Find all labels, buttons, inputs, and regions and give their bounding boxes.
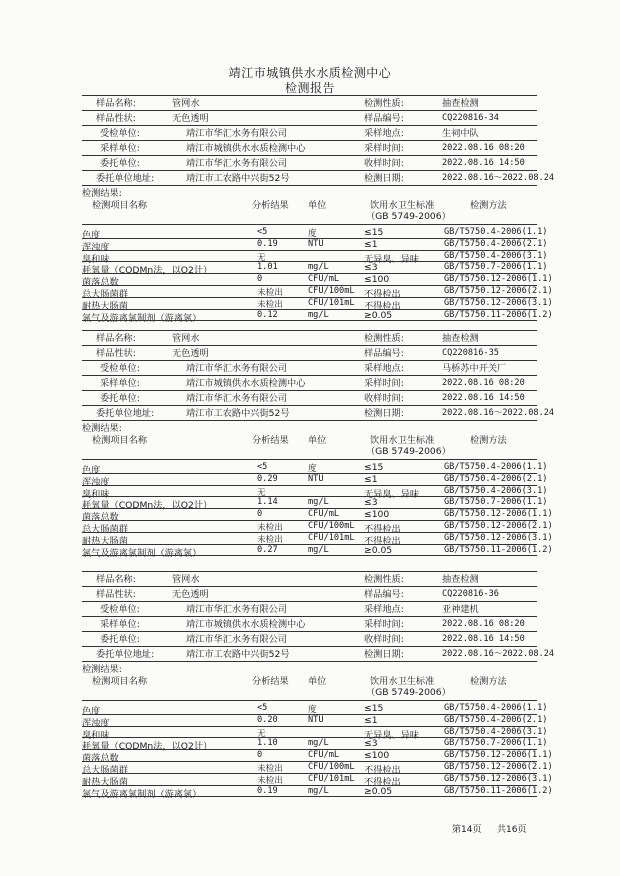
item-name: 氯气及游离氯制剂（游离氯） — [82, 312, 202, 324]
method-value: GB/T5750.11-2006(1.2) — [444, 785, 553, 796]
unit-value: mg/L — [308, 497, 329, 508]
col-unit-header: 单位 — [308, 676, 327, 687]
sample-name-value: 管网水 — [172, 333, 200, 344]
result-value: 无 — [257, 487, 266, 498]
standard-value: 不得检出 — [364, 300, 401, 312]
col-standard-code: （GB 5749-2006） — [366, 211, 451, 222]
unit-value: NTU — [308, 473, 324, 484]
test-nature-value: 抽查检测 — [442, 574, 479, 585]
test-date-value: 2022.08.16～2022.08.24 — [442, 408, 555, 418]
result-value: 1.14 — [257, 497, 278, 508]
col-item-header: 检测项目名称 — [92, 200, 148, 211]
sampling-site-label: 采样地点: — [364, 604, 404, 615]
receive-time-label: 收样时间: — [364, 158, 404, 169]
result-value: 0 — [257, 509, 263, 520]
standard-value: ≤1 — [364, 473, 378, 485]
test-date-label: 检测日期: — [364, 408, 404, 419]
result-value: 0 — [257, 274, 263, 285]
inspected-unit-value: 靖江市华汇水务有限公司 — [186, 604, 288, 615]
method-value: GB/T5750.4-2006(1.1) — [444, 703, 548, 713]
result-value: 未检出 — [257, 523, 283, 533]
method-value: GB/T5750.4-2006(3.1) — [444, 250, 548, 261]
sampling-unit-value: 靖江市城镇供水水质检测中心 — [186, 378, 306, 389]
unit-value: CFU/mL — [308, 274, 340, 285]
standard-value: 不得检出 — [364, 289, 401, 300]
client-unit-value: 靖江市华汇水务有限公司 — [186, 634, 288, 645]
sample-number-label: 样品编号: — [364, 113, 404, 124]
header-rule — [82, 224, 537, 225]
result-value: 未检出 — [257, 534, 283, 545]
unit-value: CFU/101mL — [308, 297, 355, 308]
standard-value: 不得检出 — [364, 765, 401, 776]
sampling-site-value: 生祠中队 — [442, 128, 479, 139]
client-address-label: 委托单位地址: — [96, 173, 155, 184]
method-value: GB/T5750.4-2006(1.1) — [444, 227, 548, 237]
item-name: 菌落总数 — [82, 753, 119, 765]
method-value: GB/T5750.11-2006(1.2) — [444, 544, 553, 555]
sampling-site-value: 马桥苏中开关厂 — [442, 363, 507, 374]
sample-number-value: CQ220816-34 — [442, 113, 499, 123]
result-value: <5 — [257, 462, 268, 472]
result-value: <5 — [257, 703, 268, 713]
sampling-site-label: 采样地点: — [364, 363, 404, 374]
info-rule — [82, 405, 537, 406]
receive-time-label: 收样时间: — [364, 634, 404, 645]
col-result-header: 分析结果 — [252, 200, 289, 211]
test-date-value: 2022.08.16～2022.08.24 — [442, 173, 555, 183]
col-standard-code: （GB 5749-2006） — [366, 687, 451, 698]
method-value: GB/T5750.11-2006(1.2) — [444, 309, 553, 320]
standard-value: ≤3 — [364, 497, 378, 509]
header-rule — [82, 459, 537, 460]
unit-value: CFU/101mL — [308, 532, 355, 543]
col-method-header: 检测方法 — [470, 200, 507, 211]
unit-value: mg/L — [308, 738, 329, 749]
method-value: GB/T5750.12-2006(2.1) — [444, 762, 553, 772]
col-standard-header: 饮用水卫生标准 — [370, 676, 435, 687]
sample-number-value: CQ220816-35 — [442, 348, 499, 358]
item-name: 浑浊度 — [82, 717, 110, 729]
item-name: 色度 — [82, 230, 101, 241]
sampling-time-label: 采样时间: — [364, 619, 404, 630]
item-name: 臭和味 — [82, 253, 110, 265]
sampling-time-value: 2022.08.16 08:20 — [442, 143, 525, 153]
method-value: GB/T5750.12-2006(3.1) — [444, 773, 553, 784]
col-unit-header: 单位 — [308, 435, 327, 446]
standard-value: ≥0.05 — [364, 785, 393, 797]
unit-value: NTU — [308, 238, 324, 249]
client-address-label: 委托单位地址: — [96, 649, 155, 660]
report-title: 检测报告 — [284, 81, 335, 95]
info-rule — [82, 185, 537, 186]
method-value: GB/T5750.12-2006(3.1) — [444, 297, 553, 308]
sample-number-label: 样品编号: — [364, 348, 404, 359]
sample-number-label: 样品编号: — [364, 589, 404, 600]
result-value: 0 — [257, 750, 263, 761]
info-rule — [82, 345, 537, 346]
result-value: <5 — [257, 227, 268, 237]
unit-value: CFU/mL — [308, 509, 340, 520]
method-value: GB/T5750.4-2006(3.1) — [444, 485, 548, 496]
sampling-unit-label: 采样单位: — [100, 378, 140, 389]
sampling-time-label: 采样时间: — [364, 143, 404, 154]
unit-value: CFU/mL — [308, 750, 340, 761]
standard-value: ≤15 — [364, 227, 384, 238]
info-rule — [82, 125, 537, 126]
info-rule — [82, 375, 537, 376]
sample-name-label: 样品名称: — [96, 574, 136, 585]
standard-value: 不得检出 — [364, 535, 401, 547]
method-value: GB/T5750.12-2006(1.1) — [444, 274, 553, 285]
sample-property-label: 样品性状: — [96, 348, 136, 359]
item-name: 菌落总数 — [82, 512, 119, 524]
sample-property-value: 无色透明 — [172, 113, 209, 124]
row-rule — [82, 555, 537, 556]
result-value: 未检出 — [257, 775, 283, 786]
item-name: 氯气及游离氯制剂（游离氯） — [82, 547, 202, 559]
info-rule — [82, 390, 537, 391]
item-name: 耗氧量（CODMn法，以O2计） — [82, 265, 213, 277]
unit-value: CFU/100mL — [308, 521, 355, 531]
client-unit-label: 委托单位: — [100, 393, 140, 404]
info-rule — [82, 110, 537, 111]
item-name: 耗氧量（CODMn法，以O2计） — [82, 741, 213, 753]
standard-value: 不得检出 — [364, 524, 401, 535]
result-value: 无 — [257, 252, 266, 263]
standard-value: ≤100 — [364, 509, 390, 521]
unit-value: mg/L — [308, 544, 329, 555]
result-value: 未检出 — [257, 299, 283, 310]
client-unit-label: 委托单位: — [100, 158, 140, 169]
unit-value: mg/L — [308, 785, 329, 796]
col-unit-header: 单位 — [308, 200, 327, 211]
sample-name-label: 样品名称: — [96, 98, 136, 109]
standard-value: ≤3 — [364, 262, 378, 274]
unit-value: NTU — [308, 714, 324, 725]
item-name: 总大肠菌群 — [82, 524, 128, 535]
row-rule — [82, 320, 537, 321]
item-name: 菌落总数 — [82, 277, 119, 289]
method-value: GB/T5750.12-2006(2.1) — [444, 286, 553, 296]
item-name: 耐热大肠菌 — [82, 300, 128, 312]
sample-name-value: 管网水 — [172, 574, 200, 585]
col-item-header: 检测项目名称 — [92, 435, 148, 446]
header-rule — [82, 700, 537, 701]
col-method-header: 检测方法 — [470, 435, 507, 446]
item-name: 臭和味 — [82, 729, 110, 741]
unit-value: CFU/100mL — [308, 762, 355, 772]
receive-time-value: 2022.08.16 14:50 — [442, 393, 525, 403]
results-label: 检测结果: — [82, 188, 122, 199]
sample-property-label: 样品性状: — [96, 113, 136, 124]
inspected-unit-label: 受检单位: — [100, 128, 140, 139]
item-name: 总大肠菌群 — [82, 765, 128, 776]
unit-value: mg/L — [308, 262, 329, 273]
info-rule — [82, 170, 537, 171]
result-value: 0.27 — [257, 544, 278, 555]
method-value: GB/T5750.12-2006(1.1) — [444, 750, 553, 761]
method-value: GB/T5750.4-2006(1.1) — [444, 462, 548, 472]
unit-value: mg/L — [308, 309, 329, 320]
info-rule — [82, 601, 537, 602]
info-rule — [82, 360, 537, 361]
result-value: 未检出 — [257, 764, 283, 774]
inspected-unit-value: 靖江市华汇水务有限公司 — [186, 363, 288, 374]
sample-property-value: 无色透明 — [172, 348, 209, 359]
sampling-unit-label: 采样单位: — [100, 619, 140, 630]
sampling-unit-value: 靖江市城镇供水水质检测中心 — [186, 143, 306, 154]
info-rule — [82, 586, 537, 587]
standard-value: ≤15 — [364, 703, 384, 714]
method-value: GB/T5750.7-2006(1.1) — [444, 497, 548, 508]
inspected-unit-label: 受检单位: — [100, 604, 140, 615]
unit-value: CFU/100mL — [308, 286, 355, 296]
method-value: GB/T5750.4-2006(2.1) — [444, 238, 548, 249]
info-rule — [82, 616, 537, 617]
info-rule — [82, 140, 537, 141]
test-nature-value: 抽查检测 — [442, 333, 479, 344]
standard-value: ≤100 — [364, 750, 390, 762]
item-name: 浑浊度 — [82, 241, 110, 253]
test-nature-label: 检测性质: — [364, 574, 404, 585]
col-standard-header: 饮用水卫生标准 — [370, 200, 435, 211]
sampling-site-value: 亚神建机 — [442, 604, 479, 615]
standard-value: ≥0.05 — [364, 309, 393, 321]
result-value: 0.19 — [257, 785, 278, 796]
test-nature-label: 检测性质: — [364, 98, 404, 109]
sample-property-label: 样品性状: — [96, 589, 136, 600]
standard-value: 不得检出 — [364, 776, 401, 788]
col-standard-header: 饮用水卫生标准 — [370, 435, 435, 446]
test-date-value: 2022.08.16～2022.08.24 — [442, 649, 555, 659]
info-rule — [82, 631, 537, 632]
test-date-label: 检测日期: — [364, 173, 404, 184]
item-name: 臭和味 — [82, 488, 110, 500]
receive-time-label: 收样时间: — [364, 393, 404, 404]
section-top-rule — [82, 95, 537, 96]
client-unit-label: 委托单位: — [100, 634, 140, 645]
info-rule — [82, 420, 537, 421]
item-name: 耗氧量（CODMn法，以O2计） — [82, 500, 213, 512]
section-top-rule — [82, 571, 537, 572]
method-value: GB/T5750.12-2006(1.1) — [444, 509, 553, 520]
method-value: GB/T5750.4-2006(2.1) — [444, 714, 548, 725]
col-method-header: 检测方法 — [470, 676, 507, 687]
col-item-header: 检测项目名称 — [92, 676, 148, 687]
sampling-time-value: 2022.08.16 08:20 — [442, 378, 525, 388]
item-name: 色度 — [82, 465, 101, 476]
standard-value: ≤15 — [364, 462, 384, 473]
sample-property-value: 无色透明 — [172, 589, 209, 600]
result-value: 0.19 — [257, 238, 278, 249]
method-value: GB/T5750.12-2006(2.1) — [444, 521, 553, 531]
client-unit-value: 靖江市华汇水务有限公司 — [186, 393, 288, 404]
unit-value: CFU/101mL — [308, 773, 355, 784]
method-value: GB/T5750.4-2006(2.1) — [444, 473, 548, 484]
section-top-rule — [82, 330, 537, 331]
standard-value: 无异臭、异味 — [364, 488, 420, 500]
sampling-unit-value: 靖江市城镇供水水质检测中心 — [186, 619, 306, 630]
sample-name-value: 管网水 — [172, 98, 200, 109]
receive-time-value: 2022.08.16 14:50 — [442, 634, 525, 644]
standard-value: 无异臭、异味 — [364, 729, 420, 741]
result-value: 0.12 — [257, 309, 278, 320]
sampling-unit-label: 采样单位: — [100, 143, 140, 154]
info-rule — [82, 646, 537, 647]
col-result-header: 分析结果 — [252, 676, 289, 687]
results-label: 检测结果: — [82, 423, 122, 434]
col-result-header: 分析结果 — [252, 435, 289, 446]
result-value: 0.20 — [257, 714, 278, 725]
unit-value: 度 — [308, 464, 317, 474]
sampling-site-label: 采样地点: — [364, 128, 404, 139]
info-rule — [82, 661, 537, 662]
test-date-label: 检测日期: — [364, 649, 404, 660]
item-name: 色度 — [82, 706, 101, 717]
sample-name-label: 样品名称: — [96, 333, 136, 344]
test-nature-value: 抽查检测 — [442, 98, 479, 109]
col-standard-code: （GB 5749-2006） — [366, 446, 451, 457]
result-value: 未检出 — [257, 288, 283, 298]
standard-value: 无异臭、异味 — [364, 253, 420, 265]
method-value: GB/T5750.7-2006(1.1) — [444, 738, 548, 749]
result-value: 1.10 — [257, 738, 278, 749]
sample-number-value: CQ220816-36 — [442, 589, 499, 599]
result-value: 0.29 — [257, 473, 278, 484]
item-name: 浑浊度 — [82, 476, 110, 488]
standard-value: ≤100 — [364, 274, 390, 286]
client-unit-value: 靖江市华汇水务有限公司 — [186, 158, 288, 169]
item-name: 耐热大肠菌 — [82, 535, 128, 547]
item-name: 总大肠菌群 — [82, 289, 128, 300]
test-nature-label: 检测性质: — [364, 333, 404, 344]
standard-value: ≤3 — [364, 738, 378, 750]
total-pages: 共16页 — [497, 825, 527, 835]
sampling-time-label: 采样时间: — [364, 378, 404, 389]
method-value: GB/T5750.4-2006(3.1) — [444, 726, 548, 737]
center-title: 靖江市城镇供水水质检测中心 — [228, 66, 392, 80]
unit-value: 度 — [308, 705, 317, 715]
result-value: 无 — [257, 728, 266, 739]
standard-value: ≤1 — [364, 238, 378, 250]
row-rule — [82, 796, 537, 797]
inspected-unit-label: 受检单位: — [100, 363, 140, 374]
results-label: 检测结果: — [82, 664, 122, 675]
info-rule — [82, 155, 537, 156]
method-value: GB/T5750.7-2006(1.1) — [444, 262, 548, 273]
item-name: 氯气及游离氯制剂（游离氯） — [82, 788, 202, 800]
method-value: GB/T5750.12-2006(3.1) — [444, 532, 553, 543]
sampling-time-value: 2022.08.16 08:20 — [442, 619, 525, 629]
page-number: 第14页 — [452, 825, 482, 835]
result-value: 1.01 — [257, 262, 278, 273]
standard-value: ≥0.05 — [364, 544, 393, 556]
standard-value: ≤1 — [364, 714, 378, 726]
receive-time-value: 2022.08.16 14:50 — [442, 158, 525, 168]
client-address-label: 委托单位地址: — [96, 408, 155, 419]
unit-value: 度 — [308, 229, 317, 239]
inspected-unit-value: 靖江市华汇水务有限公司 — [186, 128, 288, 139]
item-name: 耐热大肠菌 — [82, 776, 128, 788]
client-address-value: 靖江市工农路中兴街52号 — [186, 173, 290, 184]
client-address-value: 靖江市工农路中兴街52号 — [186, 408, 290, 419]
client-address-value: 靖江市工农路中兴街52号 — [186, 649, 290, 660]
